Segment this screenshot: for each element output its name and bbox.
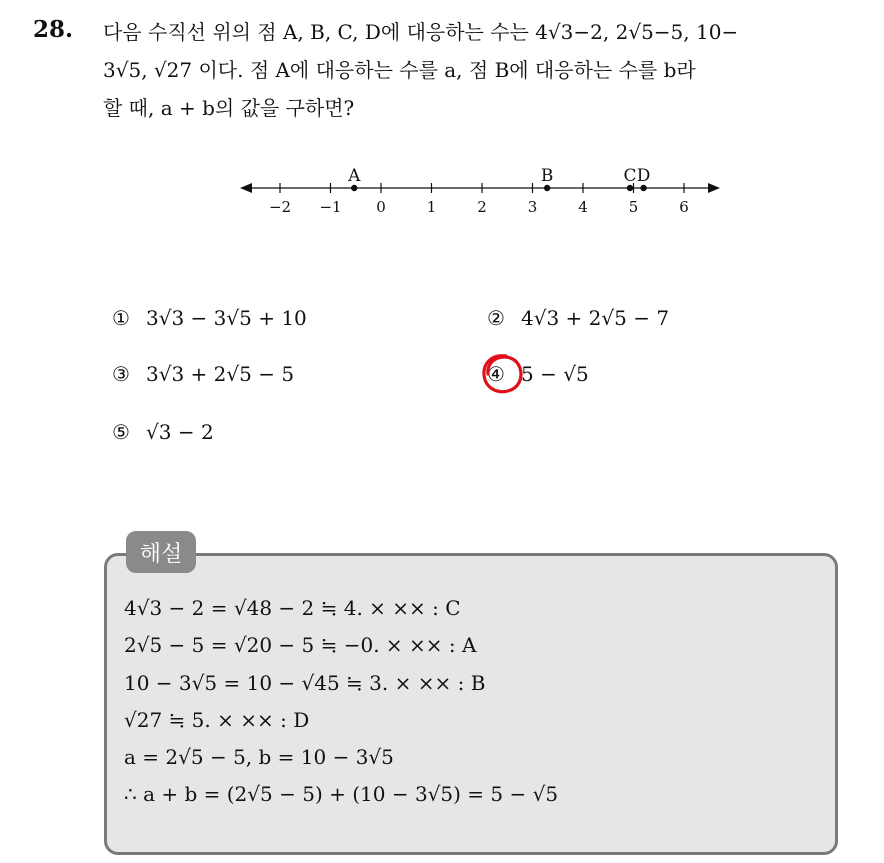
solution-line-4: √27 ≒ 5. × ×× : D	[124, 708, 310, 732]
tick-label: 6	[679, 198, 689, 216]
tick-label: 3	[527, 198, 538, 216]
solution-tag: 해설	[126, 531, 196, 573]
option-4-number: ④	[487, 362, 505, 386]
point-label-c: C	[623, 166, 637, 186]
tick-label: 0	[376, 198, 386, 216]
question-number: 28.	[33, 16, 74, 43]
solution-line-2: 2√5 − 5 = √20 − 5 ≒ −0. × ×× : A	[124, 633, 477, 657]
left-arrow-icon	[240, 183, 252, 193]
right-arrow-icon	[708, 183, 720, 193]
option-1[interactable]	[112, 306, 307, 330]
number-line	[238, 162, 728, 228]
option-3-number: ③	[112, 362, 130, 386]
solution-line-6: ∴ a + b = (2√5 − 5) + (10 − 3√5) = 5 − √5	[124, 782, 559, 806]
option-2-text: 4√3 + 2√5 − 7	[521, 306, 670, 330]
question-text-line-1: 다음 수직선 위의 점 A, B, C, D에 대응하는 수는 4√3−2, 2√5−5, 10−	[103, 20, 739, 44]
solution-line-3: 10 − 3√5 = 10 − √45 ≒ 3. × ×× : B	[124, 671, 486, 695]
selected-answer-circle-icon	[478, 350, 528, 398]
question-text-line-2: 3√5, √27 이다. 점 A에 대응하는 수를 a, 점 B에 대응하는 수를 b라	[103, 58, 696, 82]
solution-line-5: a = 2√5 − 5, b = 10 − 3√5	[124, 745, 394, 769]
question-text-line-3: 할 때, a + b의 값을 구하면?	[103, 96, 355, 120]
option-5-text: √3 − 2	[146, 420, 214, 444]
option-3-text: 3√3 + 2√5 − 5	[146, 362, 295, 386]
point-label-a: A	[348, 166, 361, 186]
option-5-number: ⑤	[112, 420, 130, 444]
tick-label: 2	[477, 198, 487, 216]
tick-label: −1	[319, 198, 342, 216]
point-label-b: B	[540, 166, 554, 186]
solution-line-1: 4√3 − 2 = √48 − 2 ≒ 4. × ×× : C	[124, 596, 461, 620]
option-1-number: ①	[112, 306, 130, 330]
option-5[interactable]	[112, 420, 214, 444]
point-label-d: D	[636, 166, 651, 186]
tick-label: −2	[268, 198, 292, 216]
tick-label: 4	[578, 198, 588, 216]
tick-label: 5	[628, 198, 639, 216]
option-2-number: ②	[487, 306, 505, 330]
option-4-text: 5 − √5	[521, 362, 589, 386]
option-3[interactable]	[112, 362, 294, 386]
tick-label: 1	[426, 198, 437, 216]
option-2[interactable]	[487, 306, 669, 330]
option-1-text: 3√3 − 3√5 + 10	[146, 306, 307, 330]
